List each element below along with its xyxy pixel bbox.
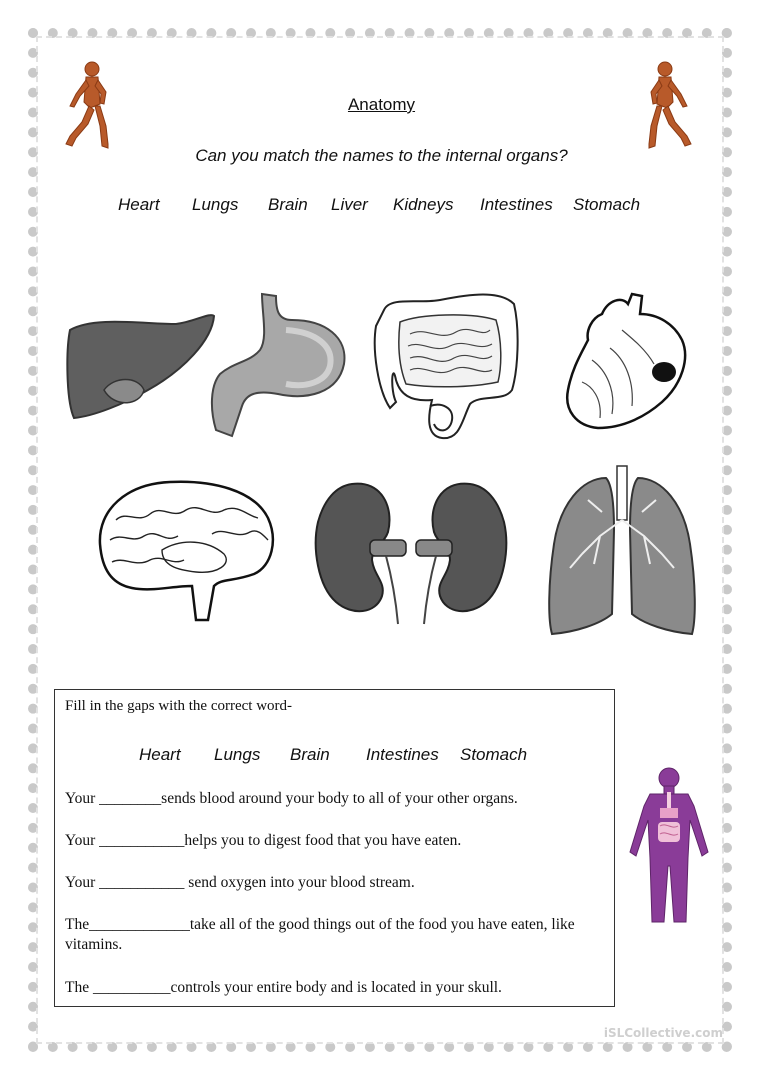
word-lungs: Lungs	[214, 745, 261, 764]
fill-in-box	[54, 689, 615, 1007]
gap-sentence-3: Your ___________ send oxygen into your blood stream.	[65, 874, 415, 891]
word-kidneys: Kidneys	[393, 195, 454, 214]
page-title: Anatomy	[347, 95, 416, 114]
word-stomach: Stomach	[460, 745, 528, 764]
word-heart: Heart	[118, 195, 160, 214]
gap-sentence-2: Your ___________helps you to digest food that you have eaten.	[65, 832, 462, 849]
human-body-icon	[626, 766, 712, 926]
watermark: iSLCollective.com	[603, 1026, 723, 1040]
word-heart: Heart	[139, 745, 181, 764]
word-liver: Liver	[331, 195, 368, 214]
stomach-icon	[206, 290, 352, 440]
word-brain: Brain	[290, 745, 330, 764]
lungs-icon	[546, 464, 698, 638]
brain-icon	[92, 474, 278, 624]
word-stomach: Stomach	[573, 195, 641, 214]
gap-sentence-4: The_____________take all of the good things out of the food you have eaten, like vitamins.	[65, 916, 575, 953]
word-lungs: Lungs	[192, 195, 239, 214]
instruction-text: Can you match the names to the internal organs?	[195, 146, 568, 165]
gap-sentence-5: The __________controls your entire body and is located in your skull.	[65, 979, 502, 996]
gap-sentence-1: Your ________sends blood around your body to all of your other organs.	[65, 790, 518, 807]
word-brain: Brain	[268, 195, 308, 214]
word-intestines: Intestines	[366, 745, 439, 764]
kidneys-icon	[312, 478, 510, 626]
heart-icon	[562, 290, 692, 432]
word-intestines: Intestines	[480, 195, 553, 214]
intestines-icon	[370, 290, 520, 446]
fill-in-heading: Fill in the gaps with the correct word-	[65, 698, 293, 714]
liver-icon	[64, 310, 216, 422]
